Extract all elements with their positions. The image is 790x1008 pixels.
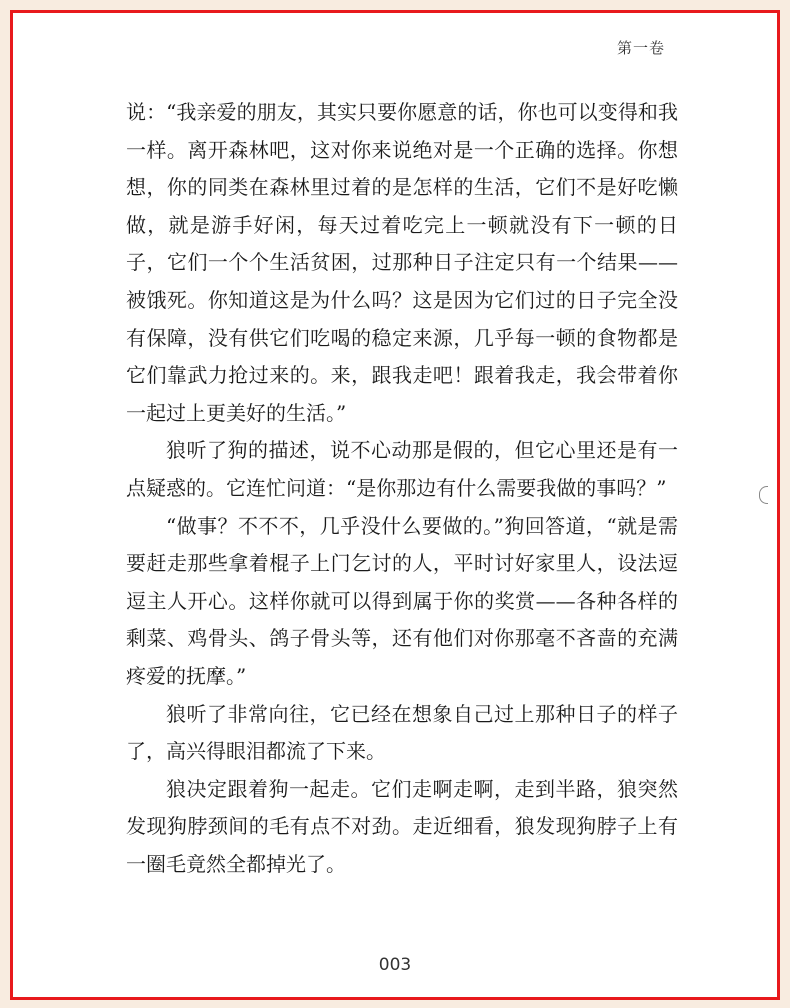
paragraph: “做事？不不不，几乎没什么要做的。”狗回答道，“就是需要赶走那些拿着棍子上门乞讨的人，平时讨好家里人，设法逗逗主人开心。这样你就可以得到属于你的奖赏——各种各样的剩菜、鸡骨头、鸽子骨头等，还有他们对你那毫不吝啬的充满疼爱的抚摩。” bbox=[126, 513, 678, 688]
paragraph: 狼听了非常向往，它已经在想象自己过上那种日子的样子了，高兴得眼泪都流了下来。 bbox=[126, 701, 678, 764]
page-number: 003 bbox=[378, 955, 412, 975]
paragraph: 说：“我亲爱的朋友，其实只要你愿意的话，你也可以变得和我一样。离开森林吧，这对你来说绝对是一个正确的选择。你想想，你的同类在森林里过着的是怎样的生活，它们不是好吃懒做，就是游手好闲，每天过着吃完上一顿就没有下一顿的日子，它们一个个生活贫困，过那种日子注定只有一个结果——被饿死。你知道这是为什么吗？这是因为它们过的日子完全没有保障，没有供它们吃喝的稳定来源，几乎每一顿的食物都是它们靠武力抢过来的。来，跟我走吧！跟着我走，我会带着你一起过上更美好的生活。” bbox=[126, 100, 678, 425]
paragraph: 狼听了狗的描述，说不心动那是假的，但它心里还是有一点疑惑的。它连忙问道：“是你那边有什么需要我做的事吗？” bbox=[126, 438, 678, 500]
page-frame bbox=[10, 10, 780, 1000]
body-text bbox=[126, 94, 678, 883]
running-header: 第一卷 bbox=[616, 39, 665, 57]
paragraph: 狼决定跟着狗一起走。它们走啊走啊，走到半路，狼突然发现狗脖颈间的毛有点不对劲。走近细看，狼发现狗脖子上有一圈毛竟然全都掉光了。 bbox=[126, 776, 678, 876]
page-edge-marker bbox=[759, 486, 768, 504]
